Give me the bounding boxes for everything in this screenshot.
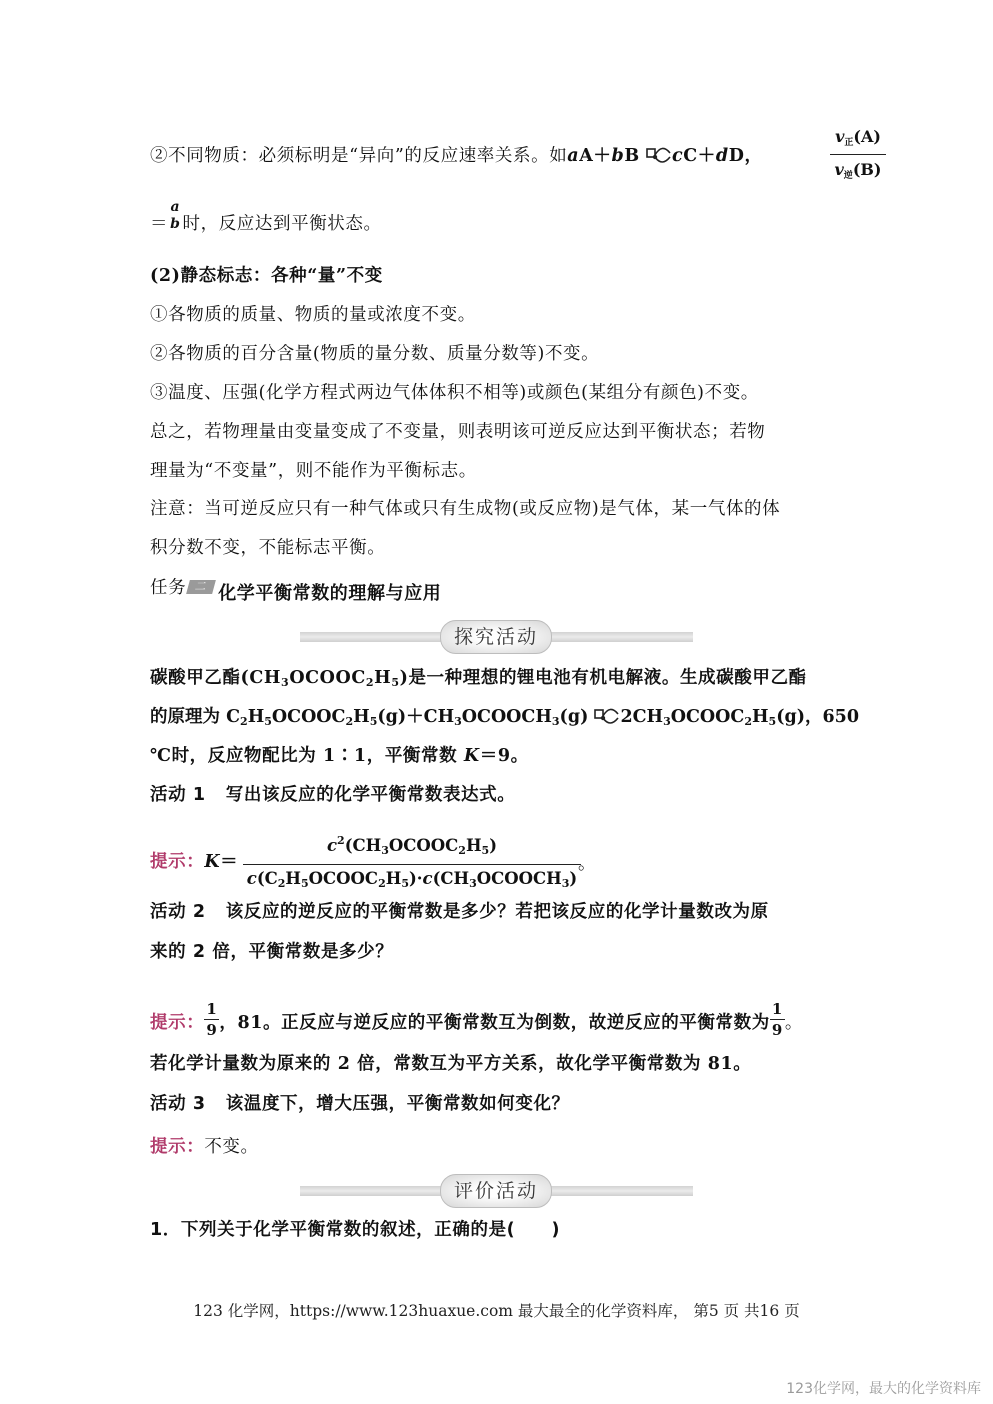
question-1: 1．下列关于化学平衡常数的叙述，正确的是( ): [150, 1220, 561, 1240]
summary-line-2: 理量为“不变量”，则不能作为平衡标志。: [150, 461, 477, 481]
static-item-3: ③温度、压强(化学方程式两边气体体积不相等)或颜色(某组分有颜色)不变。: [150, 383, 759, 403]
one-ninth-fraction: $\frac{1}{9}$: [771, 1000, 783, 1039]
task-number-badge: 二: [186, 580, 216, 594]
activity-3: 活动 3 该温度下，增大压强，平衡常数如何变化？: [150, 1094, 570, 1114]
note-line-2: 积分数不变，不能标志平衡。: [150, 538, 386, 558]
hint-3: 提示：不变。: [150, 1137, 259, 1157]
static-title: (2)静态标志：各种“量”不变: [150, 266, 383, 286]
para-equilibrium-condition: ＝ a b 时，反应达到平衡状态。: [150, 198, 382, 234]
note-line-1: 注意：当可逆反应只有一种气体或只有生成物(或反应物)是气体，某一气体的体: [150, 499, 781, 519]
intro-line-1: 碳酸甲乙酯$(CH_3OCOOC_2H_5)$是一种理想的锂电池有机电解液。生成碳酸甲乙酯: [150, 668, 807, 689]
activity-1: 活动 1 写出该反应的化学平衡常数表达式。: [150, 785, 516, 805]
static-item-2: ②各物质的百分含量(物质的量分数、质量分数等)不变。: [150, 344, 600, 364]
equilibrium-constant-fraction: $c^2(CH_3OCOOC_2H_5)$ $c(C_2H_5OCOOC_2H_5)\cdot c(CH_3OCOOCH_3)$: [243, 828, 581, 898]
activity-2-line-2: 来的 2 倍，平衡常数是多少？: [150, 942, 394, 962]
rate-ratio-fraction: $v_正(A)$ $v_逆(B)$: [830, 126, 886, 187]
hint-2-line-2: 若化学计量数为原来的 2 倍，常数互为平方关系，故化学平衡常数为 81。: [150, 1054, 752, 1074]
para-different-substances: ②不同物质：必须标明是“异向”的反应速率关系。如aA＋bB cC＋dD，: [150, 146, 763, 166]
hint-1: 提示：K＝: [150, 852, 239, 872]
hint-1-end: 。: [578, 854, 596, 874]
summary-line-1: 总之，若物理量由变量变成了不变量，则表明该可逆反应达到平衡状态；若物: [150, 422, 766, 442]
page-footer: 123 化学网，https://www.123huaxue.com 最大最全的化学资料库， 第5 页 共16 页: [193, 1302, 800, 1320]
a-over-b-fraction: a b: [170, 198, 181, 232]
hint-2: 提示： $\frac{1}{9}$ ，81。正反应与逆反应的平衡常数互为倒数，故逆反应的平衡常数为 $\frac{1}{9}$ 。: [150, 1000, 803, 1039]
watermark: 123化学网，最大的化学资料库: [786, 1381, 981, 1397]
reversible-arrow-icon: [594, 706, 620, 726]
one-ninth-fraction: $\frac{1}{9}$: [206, 1000, 218, 1039]
intro-line-3: ℃时，反应物配比为 1∶1，平衡常数 K＝9。: [150, 746, 529, 766]
reversible-arrow-icon: [646, 145, 672, 165]
explore-activity-banner: 探究活动: [300, 628, 693, 646]
task-heading: 任务 二 化学平衡常数的理解与应用: [150, 578, 442, 604]
activity-2-line-1: 活动 2 该反应的逆反应的平衡常数是多少？若把该反应的化学计量数改为原: [150, 902, 769, 922]
static-item-1: ①各物质的质量、物质的量或浓度不变。: [150, 305, 476, 325]
evaluation-activity-banner: 评价活动: [300, 1182, 693, 1200]
intro-line-2: 的原理为 $C_2H_5OCOOC_2H_5(g)+CH_3OCOOCH_3(g)$ $2CH_3OCOOC_2H_5(g)$，650: [150, 707, 860, 728]
